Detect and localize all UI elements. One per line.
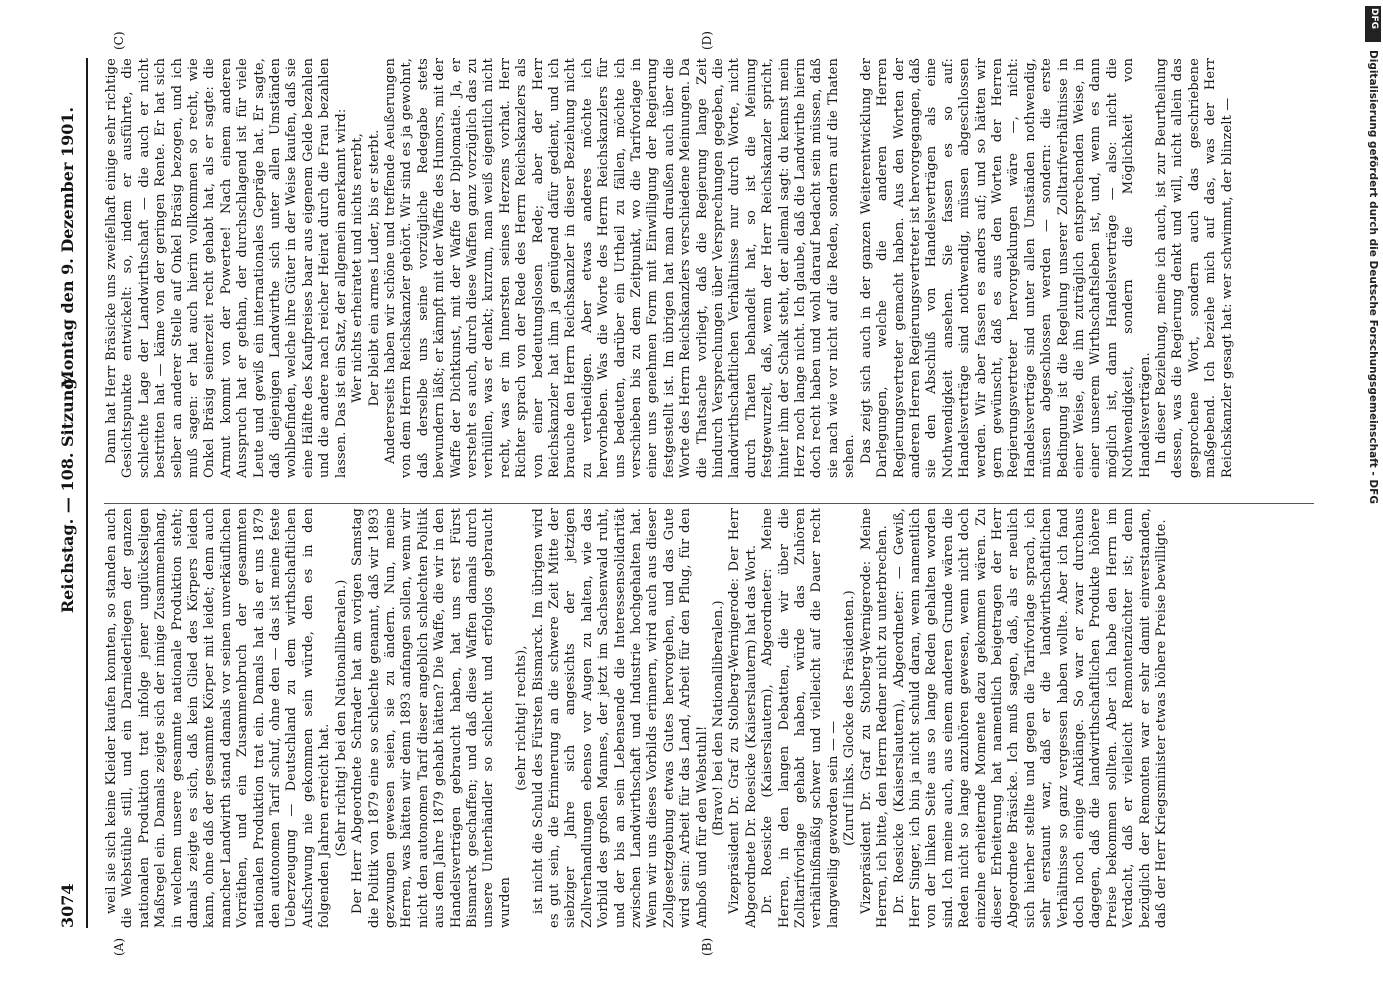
interjection: (sehr richtig! rechts), bbox=[514, 645, 530, 791]
verse-line: Der bleibt ein armes Luder, bis er sterbt. bbox=[366, 129, 382, 407]
verse-line: Wer nichts erheiratet und nichts ererbt, bbox=[350, 133, 366, 403]
interjection: (Bravo! bei den Nationalliberalen.) bbox=[711, 600, 727, 836]
interjection: (Zuruf links. Glocke des Präsidenten.) bbox=[842, 590, 858, 846]
interjection: (Sehr richtig! bei den Nationalliberalen.) bbox=[333, 579, 349, 857]
margin-mark-c: (C) bbox=[112, 31, 126, 50]
paragraph: weil sie sich keine Kleider kaufen konnten, so standen auch die Webstühle still, und ein Darniederliegen der ganzen nationalen Produktion trat infolge jener unglückseligen Maßregel ein. Damals zeigte sich der innige Zusammenhang, in welchem unsere gesammte nationale Produktion steht; damals zeigte es sich, daß kein Glied des Körpers leiden kann, ohne daß der gesammte Körper mit leidet; denn auch mancher Landwirth stand damals vor seinen unverkäuflichen Vorräthen, und ein Zusammenbruch der gesammten nationalen Produktion trat ein. Damals hat als er uns 1879 den autonomen Tarif schuf, ohne den — das ist meine feste Ueberzeugung — Deutschland zu dem wirthschaftlichen Aufschwung nie gekommen sein würde, den es in den folgenden Jahren erreicht hat. bbox=[104, 508, 333, 928]
paragraph: Dann hat Herr Bräsicke uns zweifelhaft einige sehr richtige Gesichtspunkte entwickelt: so, indem er ausführte, die schlechte Lage der Landwirthschaft — die auch er nicht bestritten hat — käme von der geringen Rente. Er hat sich selber an anderer Stelle auf Onkel Bräsig bezogen, und ich muß sagen: er hat auch hierin vollkommen so recht, wie Onkel Bräsig seinerzeit recht gehabt hat, als er sagte: die Armut kommt von der Powertee! Nach einem anderen Ausspruch hat er gethan, der durchschlagend ist für viele Leute und gewiß ein internationales Gepräge hat. Er sagte, daß diejenigen Landwirthe sich unter allen Umständen wohlbefinden, welche ihre Güter in der Weise kaufen, daß sie eine Hälfte des Kaufpreises baar aus eigenem Gelde bezahlen und die andere nach reicher Heirat durch die Frau bezahlen lassen. Das ist ein Satz, der allgemein anerkannt wird: bbox=[104, 58, 349, 478]
paragraph: Dr. Roesicke (Kaiserslautern), Abgeordneter: Meine Herren, in den langen Debatten, die wir über die Zolltarifvorlage gehabt haben, würde das Zuhören verhältnißmäßig schwer und vielleicht auf die Dauer recht langweilig geworden sein — — bbox=[760, 508, 841, 928]
margin-mark-b: (B) bbox=[700, 937, 714, 956]
paragraph: In dieser Beziehung, meine ich auch, ist zur Beurtheilung dessen, was die Regierung denkt und will, nicht allein das gesprochene Wort, sondern auch das geschriebene maßgebend. Ich beziehe mich auf das, was der Herr Reichskanzler gesagt hat: wer schwimmt, der blinzelt — bbox=[1154, 58, 1235, 478]
dfg-logo: DFG bbox=[1365, 6, 1381, 42]
paragraph: Das zeigt sich auch in der ganzen Weiterentwicklung der Darlegungen, welche die anderen Herren Regierungsvertreter gemacht haben. Aus den Worten der anderen Herren Regierungsvertreter ist hervorgegangen, daß sie den Abschluß von Handelsverträgen als eine Nothwendigkeit ansehen. Sie fassen es so auf: Handelsverträge sind nothwendig, müssen abgeschlossen werden. Wir aber fassen es anders auf; und so hätten wir gern gewünscht, daß es aus den Worten der Herren Regierungsvertreter hervorgeklungen wäre —, nicht: Handelsverträge sind unter allen Umständen nothwendig, müssen abgeschlossen werden — sondern: die erste Bedingung ist die Regelung unserer Zolltarifverhältnisse in einer Weise, die ihn zuträglich entsprechenden Weise, in einer unserem Wirthschaftsleben ist, und, wenn es dann möglich ist, dann Handelsverträge — also: nicht die Nothwendigkeit, sondern die Möglichkeit von Handelsverträgen. bbox=[858, 58, 1153, 478]
header-rule bbox=[86, 58, 88, 928]
right-column bbox=[104, 58, 1314, 478]
paragraph: Vizepräsident Dr. Graf zu Stolberg-Wernigerode: Der Herr Abgeordnete Dr. Roesicke (Kaiserslautern) hat das Wort. bbox=[727, 508, 759, 928]
session-date: Montag den 9. Dezember 1901. bbox=[58, 106, 77, 388]
margin-mark-d: (D) bbox=[700, 31, 714, 50]
paragraph: ist nicht die Schuld des Fürsten Bismarck. Im übrigen wird es gut sein, die Erinnerung an die schwere Zeit Mitte der siebziger Jahre sich angesichts der jetzigen Zollverhandlungen ebenso vor Augen zu halten, wie das Vorbild des großen Mannes, der jetzt im Sachsenwald ruht, und der bis an sein Lebensende die Interessensolidarität zwischen Landwirthschaft und Industrie hochgehalten hat. Wenn wir uns dieses Vorbilds erinnern, wird auch aus dieser Zollgesetzgebung etwas Gutes hervorgehen, und das Gute wird sein: Arbeit für das Land, Arbeit für den Pflug, für den Amboß und für den Webstuhl! bbox=[530, 508, 710, 928]
margin-mark-a: (A) bbox=[112, 937, 126, 956]
paragraph: Andererseits haben wir schöne und treffende Aeußerungen von dem Herrn Reichskanzler gehört. Wir sind es ja gewohnt, daß derselbe uns seine vorzügliche Redegabe stets bewundern läßt; er kämpft mit der Waffe des Humors, mit der Waffe der Dichtkunst, mit der Waffe der Diplomatie. Ja, er versteht es auch, durch diese Waffen ganz vorzüglich das zu verhüllen, was er denkt; kurzum, man weiß eigentlich nicht recht, was er im Innersten seines Herzens vorhat. Herr Richter sprach von der Rede des Herrn Reichskanzlers als von einer bedeutungslosen Rede; aber der Herr Reichskanzler hat ihm ja genügend dafür gedient, und ich brauche den Herrn Reichskanzler in dieser Beziehung nicht zu vertheidigen. Aber etwas anderes möchte ich hervorheben. Was die Worte des Herrn Reichskanzlers für uns bedeuten, darüber ein Urtheil zu fällen, möchte ich verschieben bis zu dem Zeitpunkt, wo die Tarifvorlage in einer uns genehmen Form mit Einwilligung der Regierung festgestellt ist. Im übrigen hat man draußen auch über die Worte des Herrn Reichskanzlers verschiedene Meinungen. Da die Thatsache vorliegt, daß die Regierung lange Zeit hindurch Versprechungen über Versprechungen gegeben, die landwirthschaftlichen Verhältnisse nur durch Worte, nicht durch Thaten behandelt hat, so ist die Meinung festgewurzelt, daß, wenn der Herr Reichskanzler spricht, hinter ihm der Schalk steht, der allemal sagt: du kennst mein Herz noch lange nicht. Ich glaube, daß die Landwirthe hierin doch recht haben und wohl darauf bedacht sein müssen, daß sie nach wie vor nicht auf die Reden, sondern auf die Thaten sehen. bbox=[382, 58, 858, 478]
column-rule bbox=[104, 503, 1314, 504]
paragraph: Vizepräsident Dr. Graf zu Stolberg-Wernigerode: Meine Herren, ich bitte, den Herrn Redner nicht zu unterbrechen. bbox=[858, 508, 891, 928]
session-title: Reichstag. — 108. Sitzung. bbox=[58, 372, 77, 614]
page-number: 3074 bbox=[58, 883, 77, 928]
left-column bbox=[104, 508, 1314, 928]
paragraph: Dr. Roesicke (Kaiserslautern), Abgeordneter: — Gewiß, Herr Singer, ich bin ja nicht schuld daran, wenn namentlich von der linken Seite aus so lange Reden gehalten worden sind. Ich meine auch, aus einem anderen Grunde wären die Reden nicht so lange anzuhören gewesen, wenn nicht doch einzelne erheiternde Momente dazu gekommen wären. Zu dieser Erheiterung hat namentlich beigetragen der Herr Abgeordnete Bräsicke. Ich muß sagen, daß, als er neulich sich hierher stellte und gegen die Tarifvorlage sprach, ich sehr erstaunt war, daß er die landwirthschaftlichen Verhältnisse so ganz vergessen haben wollte. Aber ich fand doch noch einige Anklänge. So war er zwar durchaus dagegen, daß die landwirthschaftlichen Produkte höhere Preise bekommen sollten. Aber ich habe den Herrn im Verdacht, daß er vielleicht Remontenzüchter ist; denn bezüglich der Remonten war er sehr damit einverstanden, daß der Herr Kriegsminister etwas höhere Preise bewilligte. bbox=[891, 508, 1169, 928]
page-header bbox=[58, 58, 86, 928]
paragraph: Der Herr Abgeordnete Schrader hat am vorigen Samstag die Politik von 1879 eine so schlechte genannt, daß wir 1893 gezwungen gewesen seien, sie zu ändern. Nun, meine Herren, was hätten wir denn 1893 anfangen sollen, wenn wir nicht den autonomen Tarif dieser angeblich schlechten Politik aus dem Jahre 1879 gehabt hätten? Die Waffe, die wir in den Handelsverträgen gebraucht haben, hat uns erst Fürst Bismarck geschaffen; und daß diese Waffen damals durch unsere Unterhändler so schlecht und erfolglos gebraucht wurden bbox=[350, 508, 513, 928]
digitization-credit: Digitalisierung gefördert durch die Deutsche Forschungsgemeinschaft - DFG bbox=[1367, 50, 1379, 504]
